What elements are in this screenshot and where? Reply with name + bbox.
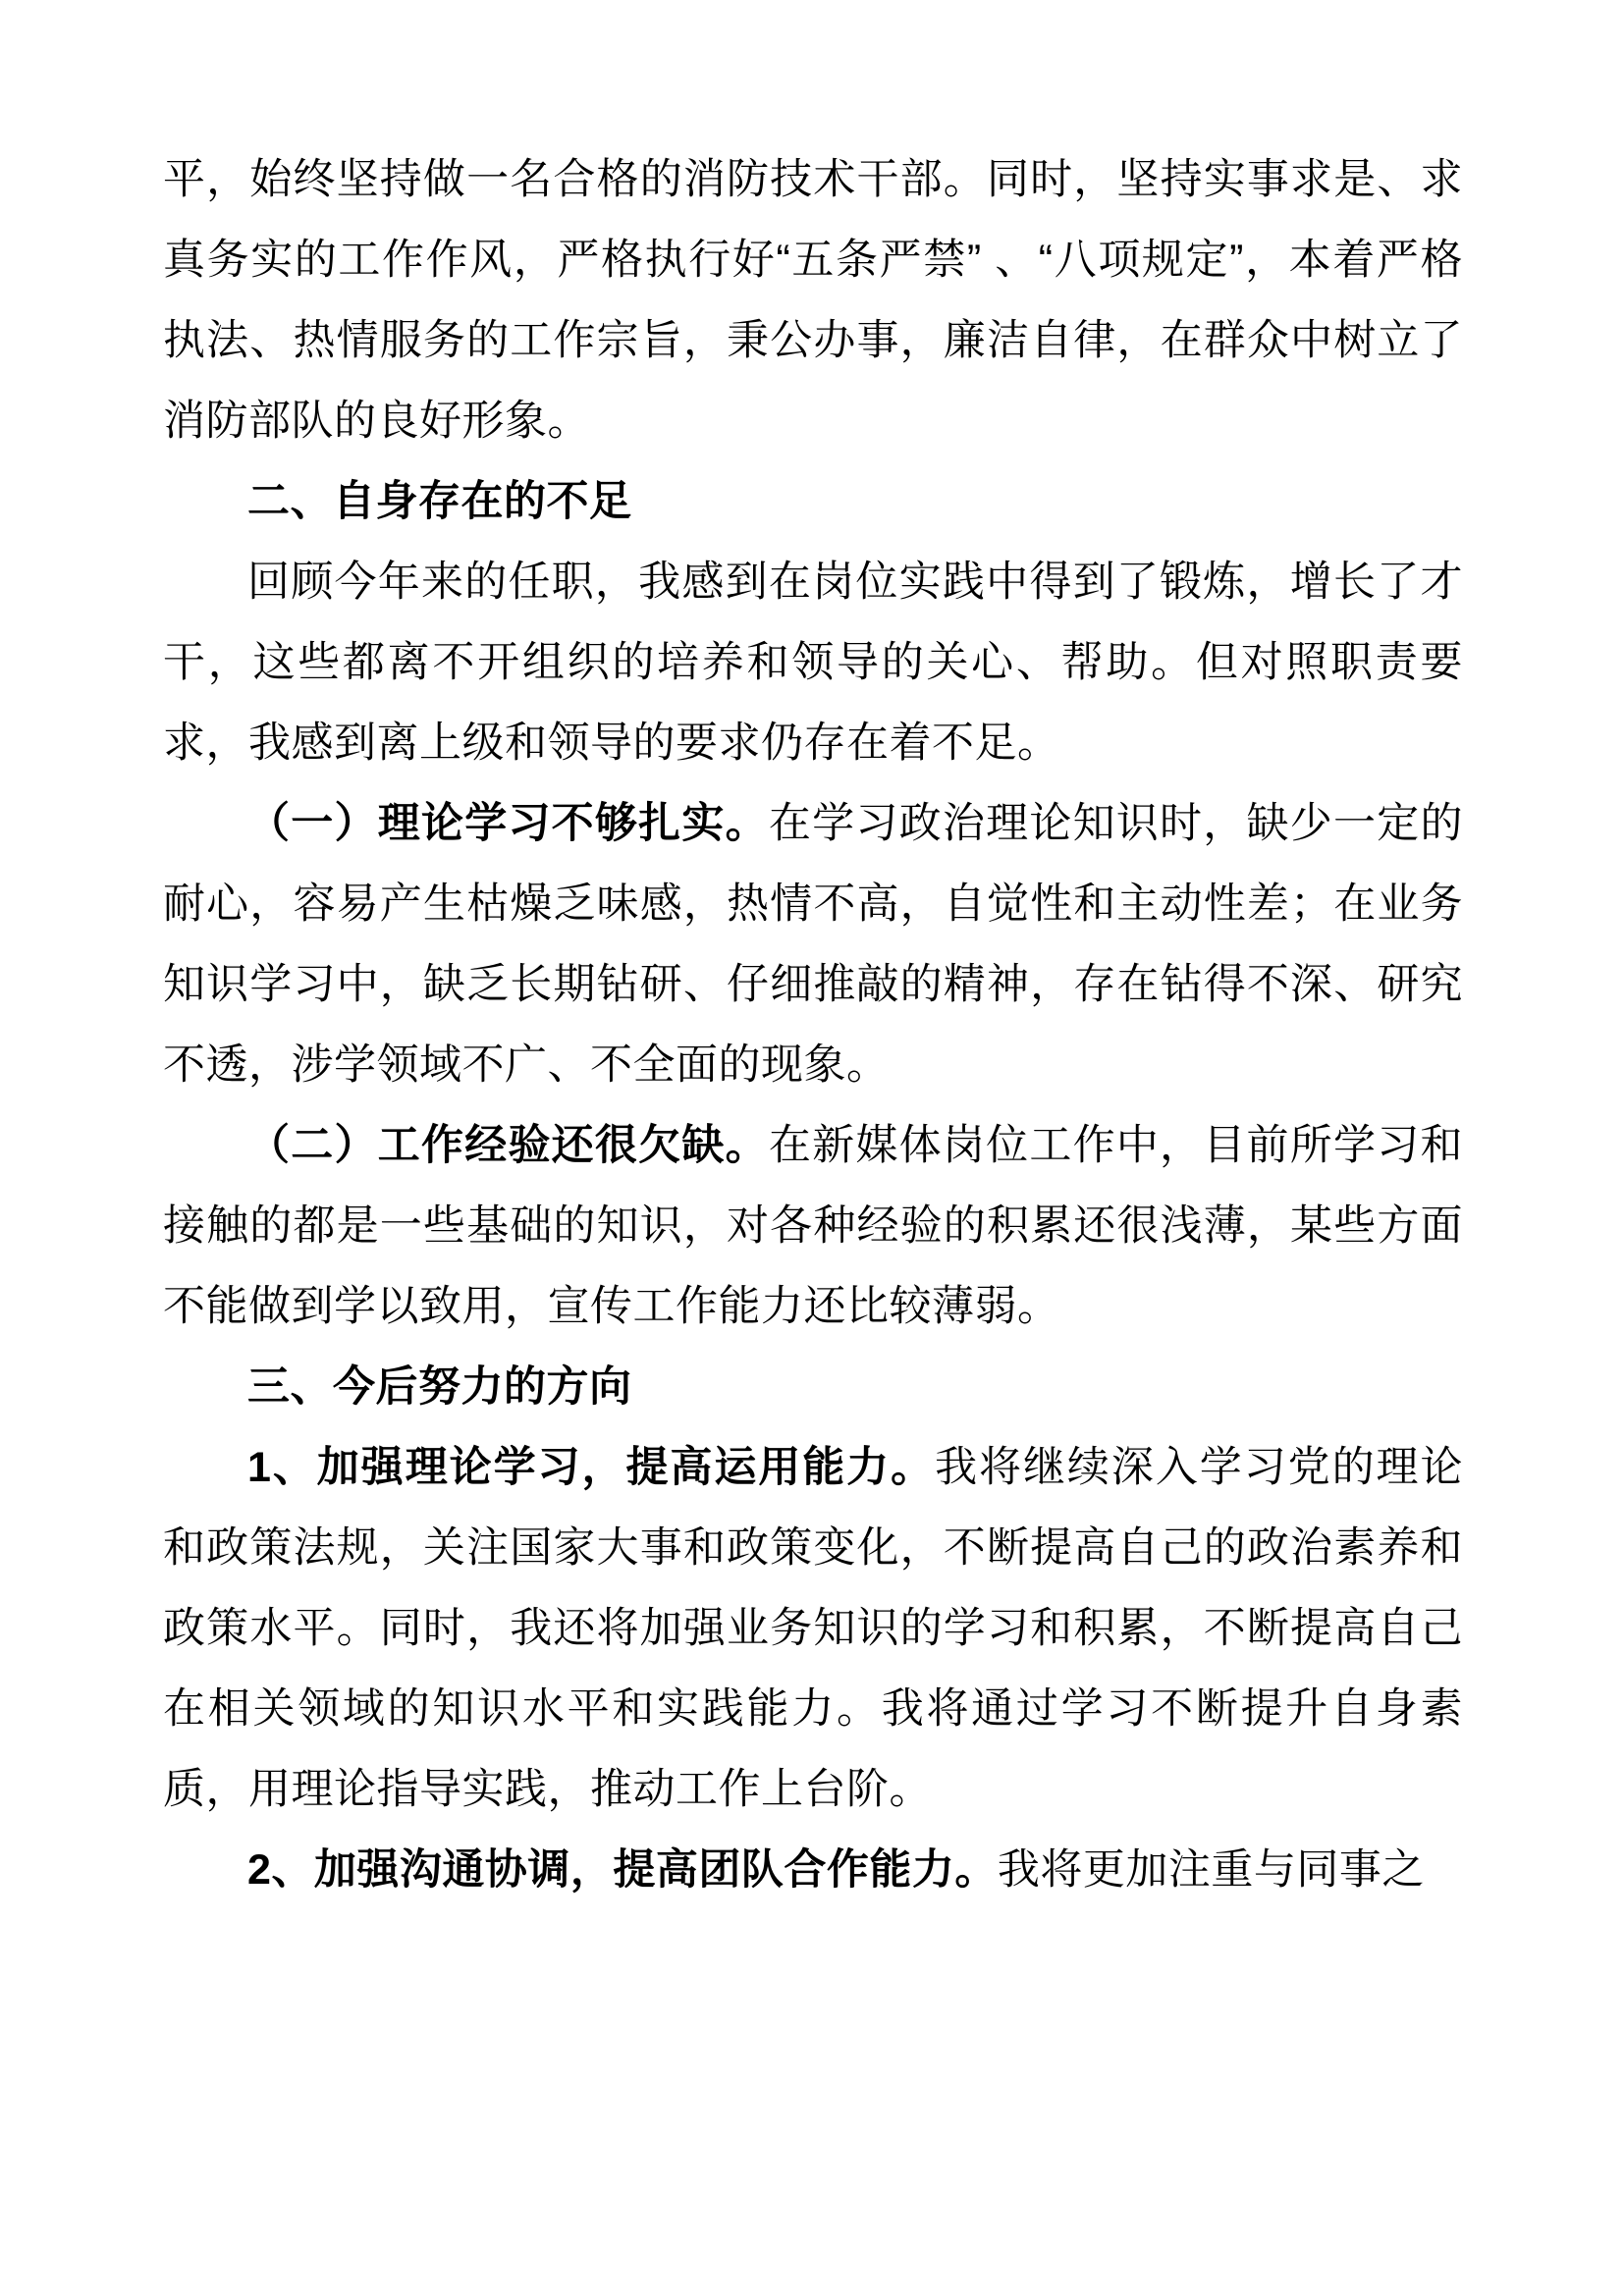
paragraph — [163, 139, 1463, 461]
paragraph — [163, 1830, 1463, 1910]
section-heading: 二、自身存在的不足 — [247, 478, 632, 525]
paragraph-text: 回顾今年来的任职，我感到在岗位实践中得到了锻炼，增长了才干，这些都离不开组织的培养和领导的关心、帮助。但对照职责要求，我感到离上级和领导的要求仍存在着不足。 — [163, 559, 1463, 767]
paragraph — [163, 542, 1463, 783]
paragraph-text: 我将继续深入学习党的理论和政策法规，关注国家大事和政策变化，不断提高自己的政治素养和政策水平。同时，我还将加强业务知识的学习和积累，不断提高自己在相关领域的知识水平和实践能力。我将通过学习不断提升自身素质，用理论指导实践，推动工作上台阶。 — [163, 1444, 1463, 1813]
paragraph-lead: （二）工作经验还很欠缺。 — [247, 1122, 769, 1169]
paragraph-text: 在新媒体岗位工作中，目前所学习和接触的都是一些基础的知识，对各种经验的积累还很浅薄，某些方面不能做到学以致用，宣传工作能力还比较薄弱。 — [163, 1122, 1464, 1330]
section-heading: 三、今后努力的方向 — [247, 1363, 632, 1411]
paragraph — [163, 783, 1463, 1105]
paragraph-text: 平，始终坚持做一名合格的消防技术干部。同时，坚持实事求是、求真务实的工作作风，严格执行好“五条严禁” 、“八项规定”，本着严格执法、热情服务的工作宗旨，秉公办事，廉洁自律，在群众中树立了消防部队的良好形象。 — [163, 156, 1463, 445]
paragraph — [163, 1105, 1463, 1347]
paragraph-lead: 2、加强沟通协调，提高团队合作能力。 — [247, 1846, 998, 1894]
paragraph-text: 在学习政治理论知识时，缺少一定的耐心，容易产生枯燥乏味感，热情不高，自觉性和主动性差；在业务知识学习中，缺乏长期钻研、仔细推敲的精神，存在钻得不深、研究不透，涉学领域不广、不全面的现象。 — [163, 800, 1464, 1089]
paragraph-text: 我将更加注重与同事之 — [997, 1846, 1425, 1894]
paragraph-lead: 1、加强理论学习，提高运用能力。 — [247, 1444, 936, 1491]
paragraph — [163, 1427, 1463, 1830]
paragraph-lead: （一）理论学习不够扎实。 — [247, 800, 769, 847]
